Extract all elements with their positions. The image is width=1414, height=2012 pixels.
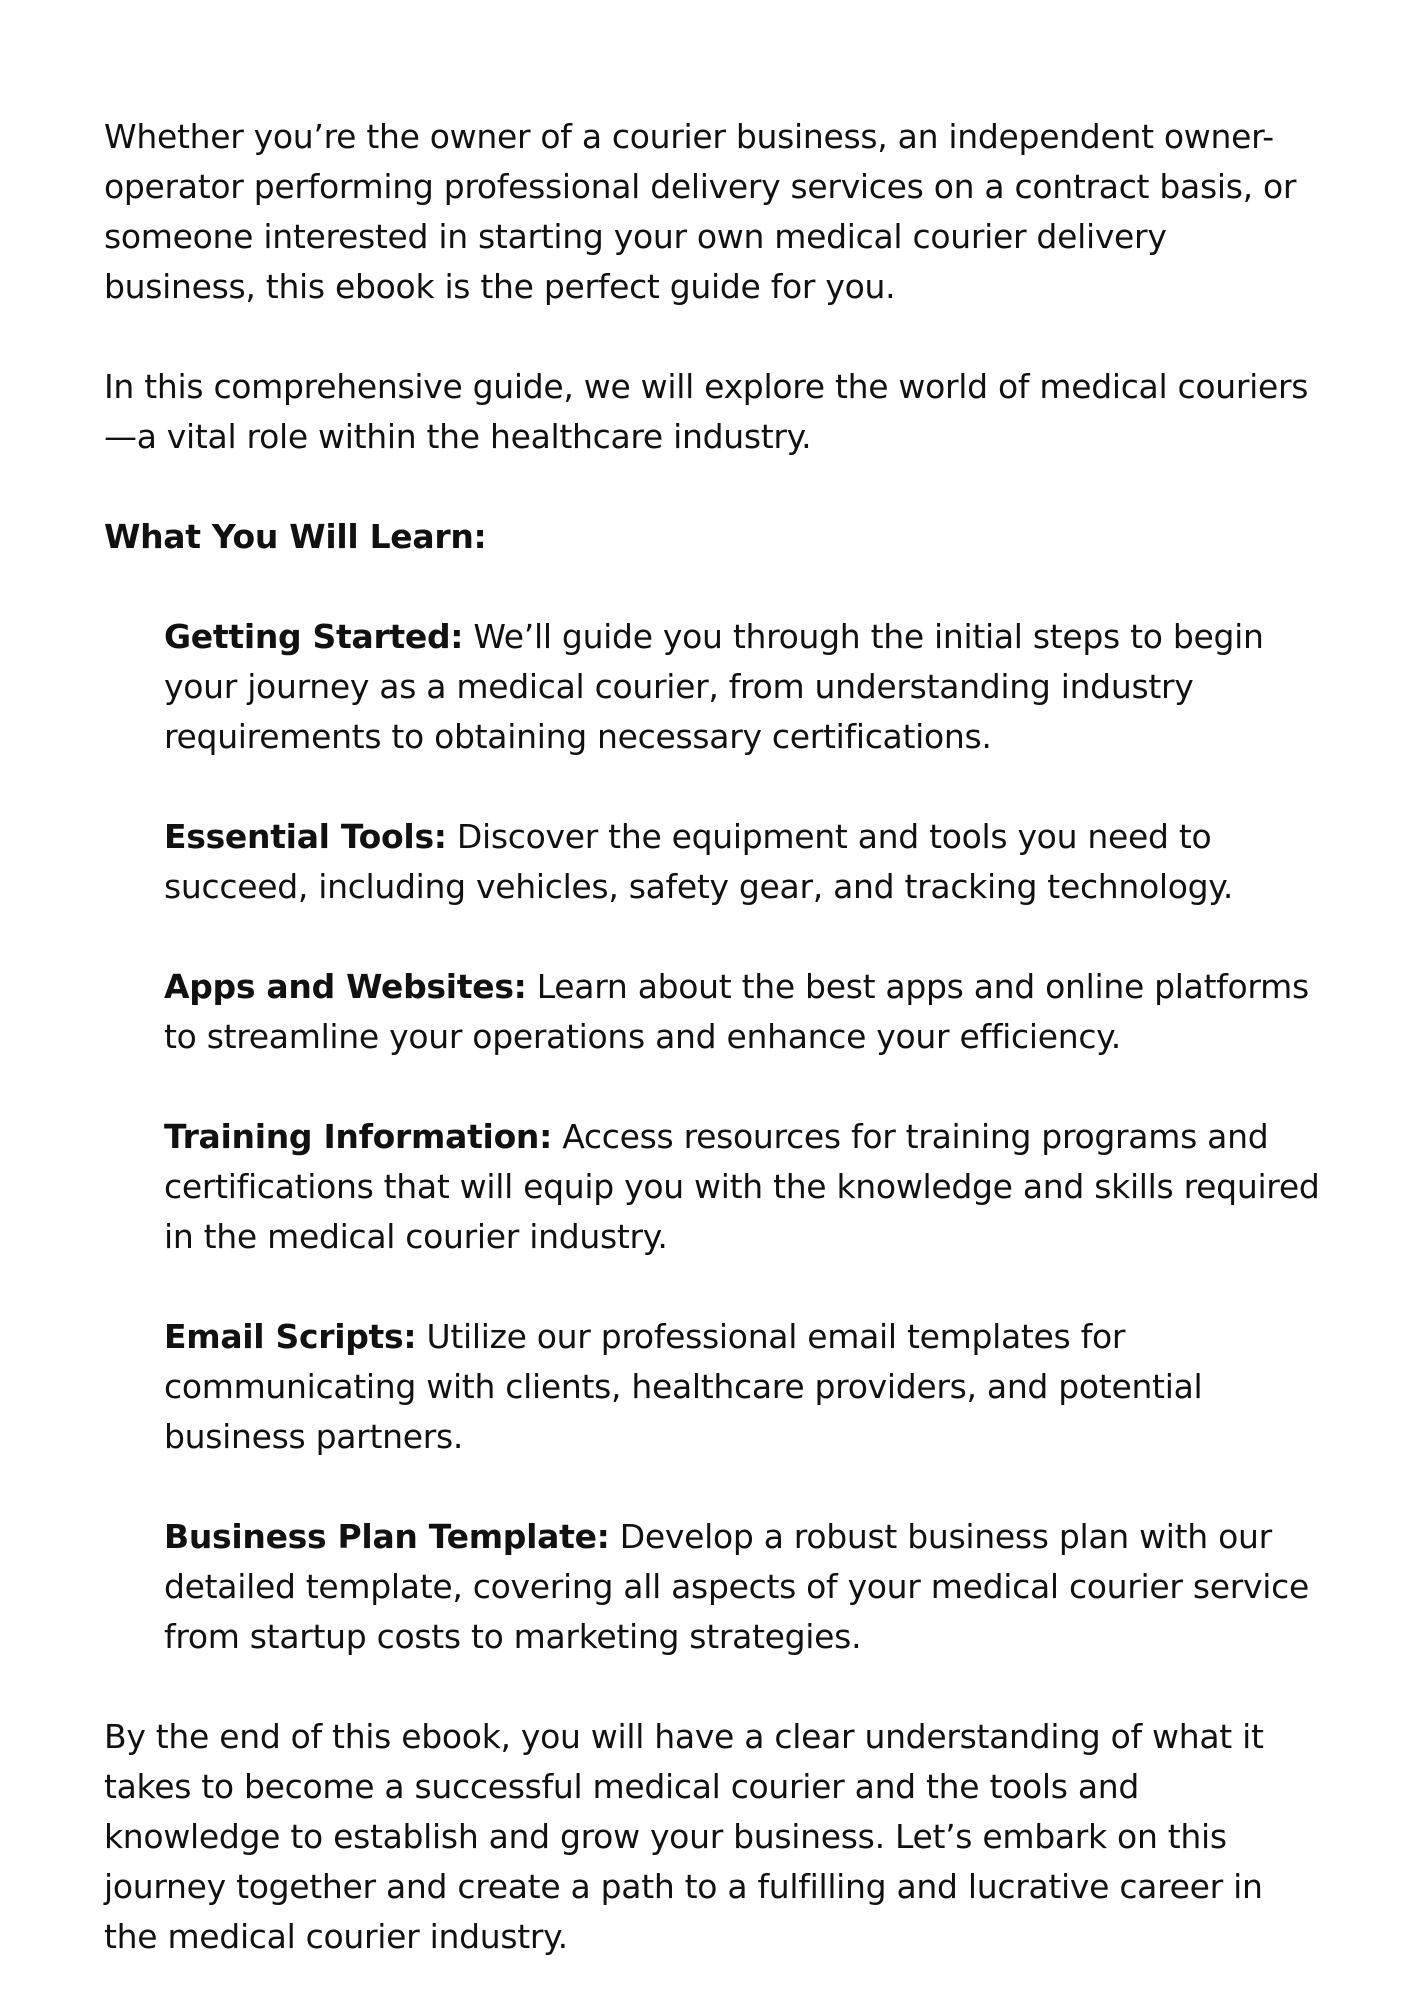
learn-item-title: Business Plan Template: bbox=[164, 1517, 610, 1556]
learn-item-essential-tools bbox=[164, 812, 1320, 912]
learn-item-title: Essential Tools: bbox=[164, 817, 447, 856]
learn-list bbox=[164, 612, 1320, 1662]
learn-heading: What You Will Learn: bbox=[104, 517, 487, 556]
learn-item-business-plan-template bbox=[164, 1512, 1320, 1662]
learn-item-apps-websites bbox=[164, 962, 1320, 1062]
learn-item-getting-started bbox=[164, 612, 1320, 762]
ebook-page bbox=[104, 112, 1320, 2012]
learn-item-text: Access resources for training programs and certifications that will equip you with the knowledge and skills required in the medical courier industry. bbox=[164, 1117, 1320, 1256]
learn-item-text: We’ll guide you through the initial steps to begin your journey as a medical courier, from understanding industry requirements to obtaining necessary certifications. bbox=[164, 617, 1264, 756]
learn-item-text: Develop a robust business plan with our detailed template, covering all aspects of your medical courier service from startup costs to marketing strategies. bbox=[164, 1517, 1309, 1656]
learn-item-title: Getting Started: bbox=[164, 617, 464, 656]
learn-item-training-information bbox=[164, 1112, 1320, 1262]
intro-paragraph-1: Whether you’re the owner of a courier business, an independent owner-operator performing professional delivery services on a contract basis, or someone interested in starting your own medical courier delivery business, this ebook is the perfect guide for you. bbox=[104, 117, 1297, 306]
learn-item-title: Email Scripts: bbox=[164, 1317, 417, 1356]
intro-paragraph-2: In this comprehensive guide, we will explore the world of medical couriers—a vital role within the healthcare industry. bbox=[104, 367, 1309, 456]
closing-paragraph: By the end of this ebook, you will have a clear understanding of what it takes to become a successful medical courier and the tools and knowledge to establish and grow your business. Let’s embark on this journey together and create a path to a fulfilling and lucrative career in the medical courier industry. bbox=[104, 1717, 1264, 1956]
learn-item-email-scripts bbox=[164, 1312, 1320, 1462]
learn-item-title: Apps and Websites: bbox=[164, 967, 527, 1006]
learn-item-text: Utilize our professional email templates for communicating with clients, healthcare providers, and potential business partners. bbox=[164, 1317, 1203, 1456]
learn-item-text: Discover the equipment and tools you need to succeed, including vehicles, safety gear, and tracking technology. bbox=[164, 817, 1234, 906]
learn-item-text: Learn about the best apps and online platforms to streamline your operations and enhance your efficiency. bbox=[164, 967, 1309, 1056]
learn-item-title: Training Information: bbox=[164, 1117, 553, 1156]
